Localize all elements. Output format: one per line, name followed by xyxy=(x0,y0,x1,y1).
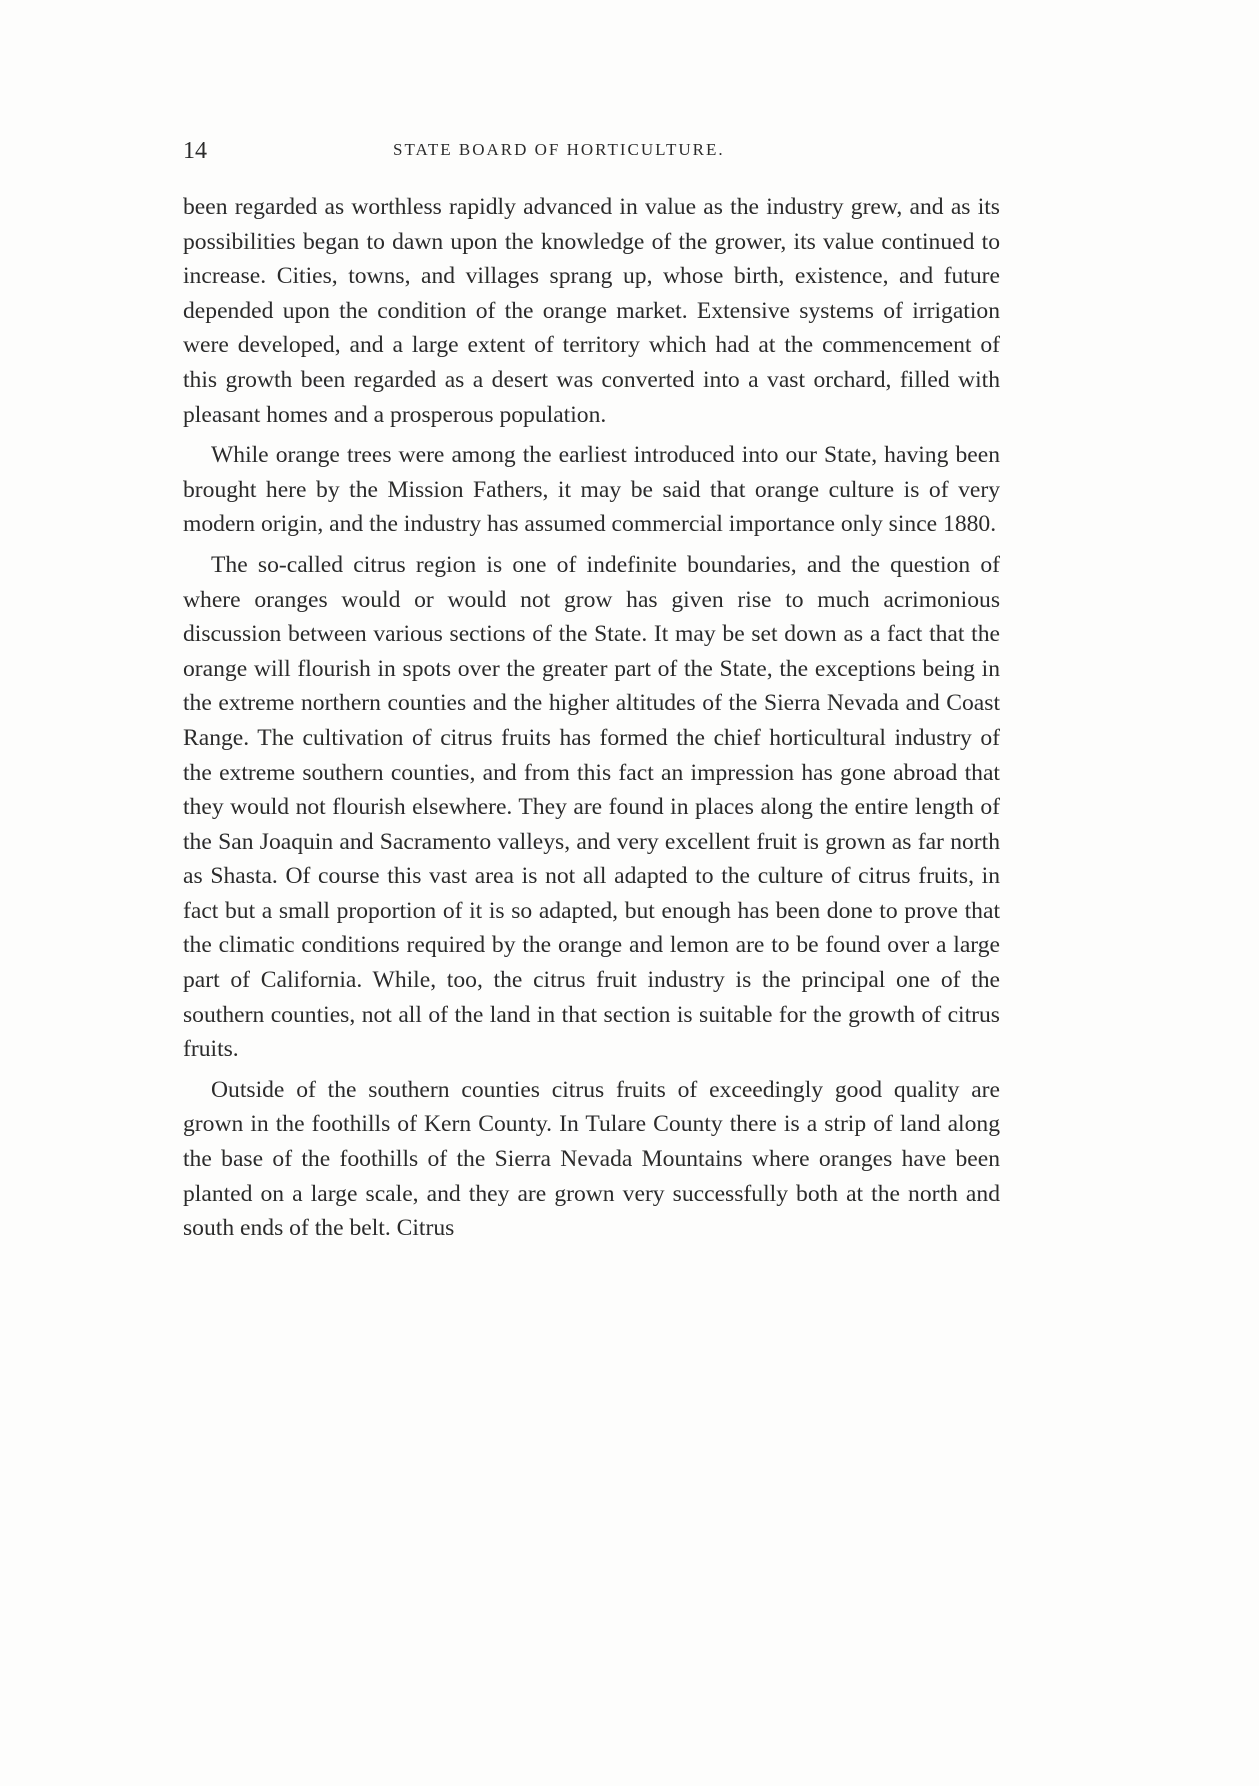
body-text xyxy=(183,190,1000,1252)
paragraph-citrus-region: The so-called citrus region is one of indefinite boundaries, and the question of where oranges would or would not grow has given rise to much acrimonious discussion between various sections of the State. It may be set down as a fact that the orange will flourish in spots over the greater part of the State, the exceptions being in the extreme northern counties and the higher altitudes of the Sierra Nevada and Coast Range. The cultivation of citrus fruits has formed the chief horticultural industry of the extreme southern counties, and from this fact an impression has gone abroad that they would not flourish elsewhere. They are found in places along the entire length of the San Joaquin and Sacramento valleys, and very excellent fruit is grown as far north as Shasta. Of course this vast area is not all adapted to the culture of citrus fruits, in fact but a small proportion of it is so adapted, but enough has been done to prove that the climatic conditions required by the orange and lemon are to be found over a large part of California. While, too, the citrus fruit industry is the principal one of the southern counties, not all of the land in that section is suitable for the growth of citrus fruits. xyxy=(183,551,1000,1063)
paragraph-outside-southern-counties: Outside of the southern counties citrus fruits of exceedingly good quality are grown in the foothills of Kern County. In Tulare County there is a strip of land along the base of the foothills of the Sierra Nevada Mountains where oranges have been planted on a large scale, and they are grown very successfully both at the north and south ends of the belt. Citrus xyxy=(183,1076,1000,1242)
running-title: STATE BOARD OF HORTICULTURE. xyxy=(393,140,725,159)
page-number: 14 xyxy=(183,138,207,164)
paragraph-orange-history: While orange trees were among the earliest introduced into our State, having been brought here by the Mission Fathers, it may be said that orange culture is of very modern origin, and the industry has assumed commercial importance only since 1880. xyxy=(183,442,1000,538)
running-head xyxy=(183,138,1003,168)
paragraph-continued: been regarded as worthless rapidly advanced in value as the industry grew, and as its possibilities began to dawn upon the knowledge of the grower, its value continued to increase. Cities, towns, and villages sprang up, whose birth, existence, and future depended upon the condition of the orange market. Extensive systems of irrigation were developed, and a large extent of territory which had at the commencement of this growth been regarded as a desert was converted into a vast orchard, filled with pleasant homes and a prosperous population. xyxy=(183,194,1000,428)
